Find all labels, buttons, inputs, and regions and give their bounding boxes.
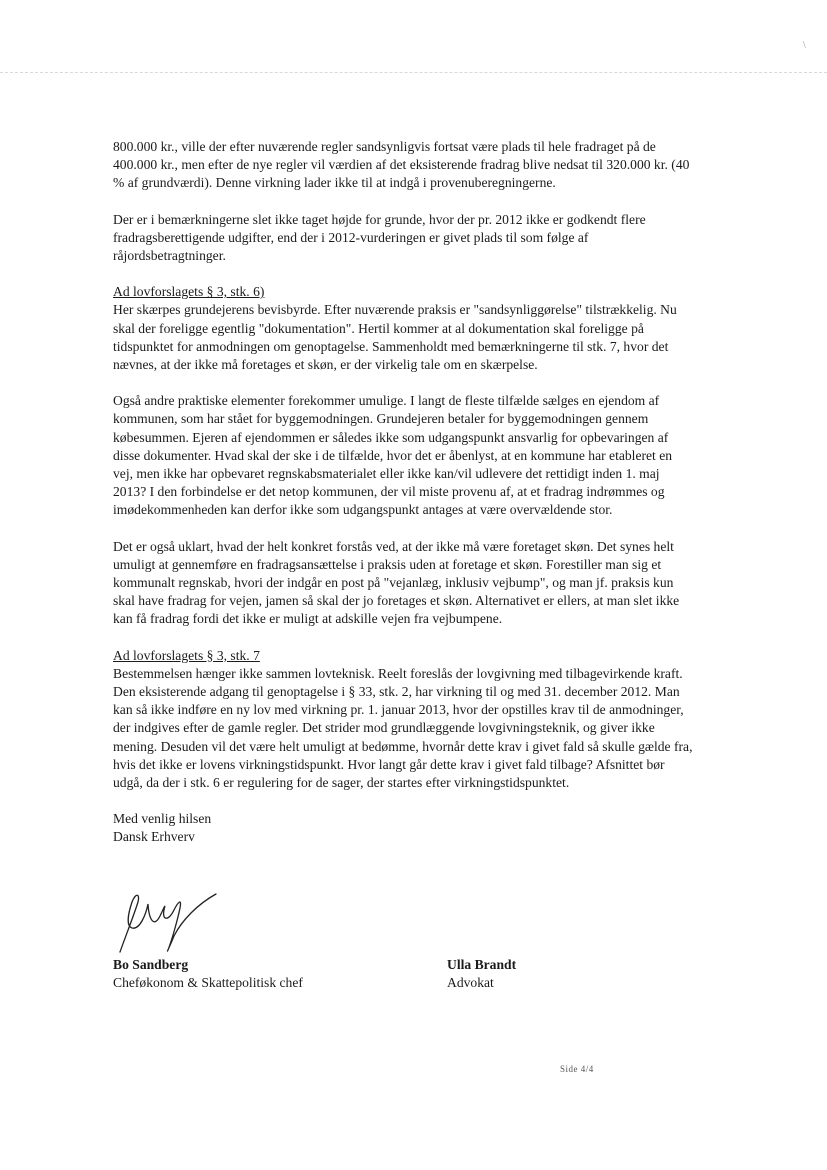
scan-artifact-line (0, 72, 827, 73)
paragraph: Her skærpes grundejerens bevisbyrde. Efter nuværende praksis er "sandsynliggørelse" tilstrækkelig. Nu skal der foreligge egentlig "dokumentation". Hertil kommer at al dokumentation skal foreligge på tidspunktet for anmodningen om genoptagelse. Sammenholdt med bemærkningerne til stk. 7, hvor det nævnes, at der ikke må foretages et skøn, er der virkelig tale om en skærpelse. (113, 302, 677, 373)
paragraph: 800.000 kr., ville der efter nuværende regler sandsynligvis fortsat være plads til hele fradraget på de 400.000 kr., men efter de nye regler vil værdien af det eksisterende fradrag blive nedsat til 320.000 kr. (40 % af grundværdi). Denne virkning lader ikke til at indgå i provenuberegningerne. (113, 139, 690, 191)
organization: Dansk Erhverv (113, 829, 195, 845)
paragraph: Der er i bemærkningerne slet ikke taget højde for grunde, hvor der pr. 2012 ikke er godkendt flere fradragsberettigende udgifter, end der i 2012-vurderingen er givet plads til som følge af råjordsbetragtninger. (113, 211, 646, 264)
signatory-name: Bo Sandberg (113, 957, 189, 972)
signatory-bo-sandberg (113, 956, 303, 992)
section-7 (113, 647, 695, 793)
handwritten-signature (112, 880, 222, 955)
section-heading-stk-6: Ad lovforslagets § 3, stk. 6) (113, 284, 265, 300)
scan-speck: \ (803, 40, 806, 51)
paragraph: Det er også uklart, hvad der helt konkret forstås ved, at der ikke må være foretaget skøn. Det synes helt umuligt at gennemføre en fradragsansættelse i praksis uden at foretage et skøn. Forestiller man sig et kommunalt regnskab, hvori der indgår en post på "vejanlæg, inklusiv vejbump", og man jf. praksis kun skal have fradrag for vejen, jamen så skal der jo foretages et skøn. Alternativet er ellers, at man slet ikke kan få fradrag fordi det ikke er muligt at adskille vejen fra vejbumpene. (113, 538, 680, 627)
letter-body (113, 138, 695, 810)
signatory-title: Advokat (447, 975, 494, 991)
signatory-ulla-brandt (447, 956, 516, 992)
page-number: Side 4/4 (560, 1064, 594, 1074)
greeting: Med venlig hilsen (113, 811, 212, 826)
paragraph: Bestemmelsen hænger ikke sammen lovteknisk. Reelt foreslås der lovgivning med tilbagevirkende kraft. Den eksisterende adgang til genoptagelse i § 33, stk. 2, har virkning til og med 31. december 2012. Man kan så ikke indføre en ny lov med virkning pr. 1. januar 2013, hvor der opstilles krav til de anmodninger, der indgives efter de gamle regler. Det strider mod grundlæggende lovgivningsteknik, og giver ikke mening. Desuden vil det være helt umuligt at bedømme, hvornår dette krav i givet fald så skulle gælde fra, hvis det ikke er lovens virkningstidspunkt. Hvor langt går dette krav i givet fald tilbage? Afsnittet bør udgå, da der i stk. 6 er regulering for de sager, der startes efter virkningstidspunktet. (113, 665, 693, 791)
section-6 (113, 283, 695, 374)
section-heading-stk-7: Ad lovforslagets § 3, stk. 7 (113, 647, 260, 663)
closing (113, 810, 211, 846)
signatory-name: Ulla Brandt (447, 957, 517, 972)
signatory-title: Cheføkonom & Skattepolitisk chef (113, 975, 303, 991)
paragraph: Også andre praktiske elementer forekommer umulige. I langt de fleste tilfælde sælges en ejendom af kommunen, som har stået for byggemodningen. Grundejeren betaler for byggemodningen gennem købesummen. Ejeren af ejendommen er således ikke som udgangspunkt ansvarlig for opbevaringen af disse dokumenter. Hvad skal der ske i de tilfælde, hvor det er åbenlyst, at en kommune har etableret en vej, men ikke har opbevaret regnskabsmaterialet eller ikke kan/vil udlevere det rettidigt inden 1. maj 2013? I den forbindelse er det netop kommunen, der vil miste provenu af, at et fradrag indrømmes og imødekommenheden kan derfor ikke som udgangspunkt antages at være overvældende stor. (113, 393, 673, 518)
